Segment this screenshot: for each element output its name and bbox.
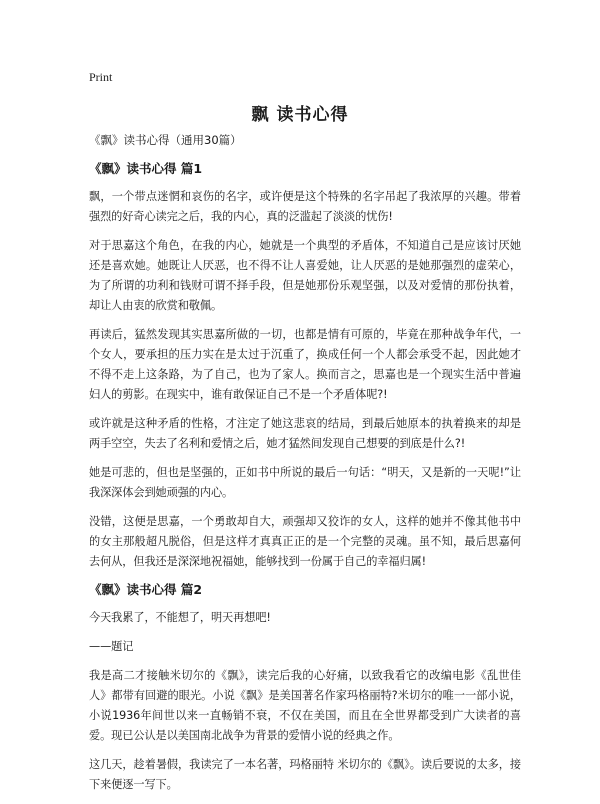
paragraph: 没错，这便是思嘉，一个勇敢却自大，顽强却又狡诈的女人，这样的她并不像其他书中的女主那般超凡脱俗，但是这样才真真正正的是一个完整的灵魂。虽不知，最后思嘉何去何从，但我还是深深地祝福她，能够找到一份属于自己的幸福归属! bbox=[89, 515, 521, 568]
paragraph: 我是高二才接触米切尔的《飘》，读完后我的心好痛，以致我看它的改编电影《乱世佳人》都带有回避的眼光。小说《飘》是美国著名作家玛格丽特?米切尔的唯一一部小说，小说1936年间世以来一直畅销不衰，不仅在美国，而且在全世界都受到广大读者的喜爱。现已公认是以美国南北战争为背景的爱情小说的经典之作。 bbox=[89, 669, 521, 742]
print-label: Print bbox=[89, 70, 113, 84]
paragraph: 她是可悲的，但也是坚强的，正如书中所说的最后一句话：“明天，又是新的一天呢!”让我深深体会到她顽强的内心。 bbox=[89, 466, 521, 499]
section-heading: 《飘》读书心得 篇1 bbox=[89, 161, 203, 176]
document-body bbox=[89, 132, 521, 804]
paragraph: 这几天，趁着暑假，我读完了一本名著，玛格丽特 米切尔的《飘》。读后要说的太多，接下来便逐一写下。 bbox=[89, 758, 521, 791]
paragraph: 或许就是这种矛盾的性格，才注定了她这悲哀的结局，到最后她原本的执着换来的却是两手空空，失去了名利和爱情之后，她才猛然间发现自己想要的到底是什么?! bbox=[89, 417, 521, 450]
paragraph: 对于思嘉这个角色，在我的内心，她就是一个典型的矛盾体，不知道自己是应该讨厌她还是喜欢她。她既让人厌恶，也不得不让人喜爱她，让人厌恶的是她那强烈的虚荣心，为了所谓的功利和钱财可谓不择手段，但是她那份乐观坚强，以及对爱情的那份执着，却让人由衷的欣赏和敬佩。 bbox=[89, 239, 521, 312]
paragraph: 再读后，猛然发现其实思嘉所做的一切，也都是情有可原的，毕竟在那种战争年代，一个女人，要承担的压力实在是太过于沉重了，换成任何一个人都会承受不起，因此她才不得不走上这条路，为了自己，也为了家人。换而言之，思嘉也是一个现实生活中普遍妇人的剪影。在现实中，谁有敢保证自己不是一个矛盾体呢?! bbox=[89, 328, 521, 401]
document-subtitle: 《飘》读书心得（通用30篇） bbox=[89, 133, 242, 147]
document-title: 飘 读书心得 bbox=[251, 105, 349, 125]
paragraph: 今天我累了，不能想了，明天再想吧! bbox=[89, 611, 271, 624]
epigraph: ——题记 bbox=[89, 640, 134, 653]
section-heading: 《飘》读书心得 篇2 bbox=[89, 582, 203, 597]
paragraph: 飘，一个带点迷惘和哀伤的名字，或许便是这个特殊的名字吊起了我浓厚的兴趣。带着强烈的好奇心读完之后，我的内心，真的泛滥起了淡淡的忧伤! bbox=[89, 190, 521, 223]
